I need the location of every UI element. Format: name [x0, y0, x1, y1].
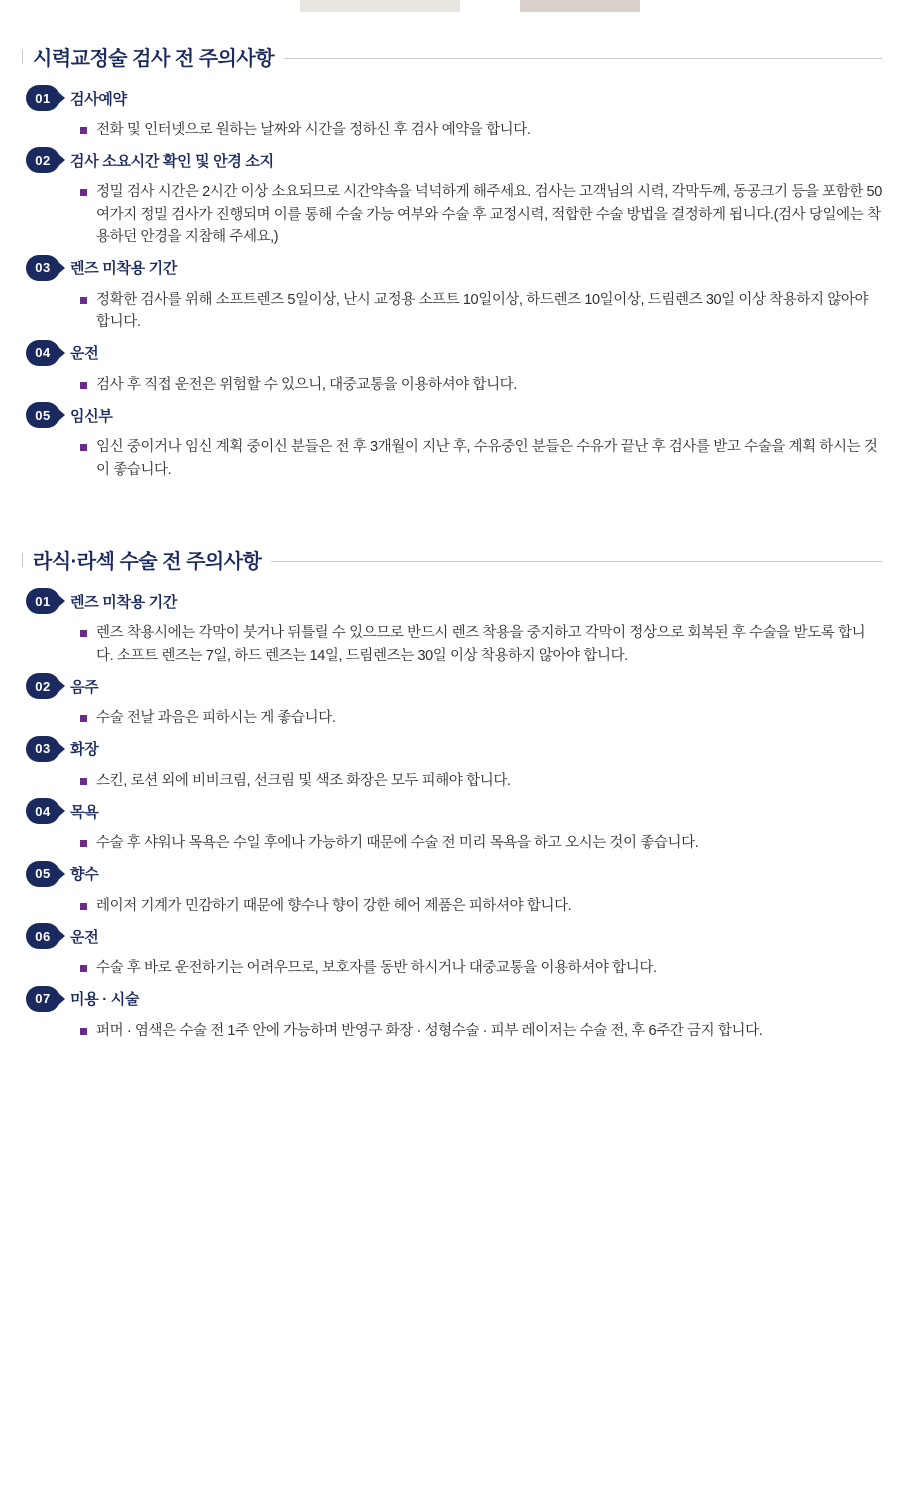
- item-number-badge: 05: [26, 861, 60, 887]
- item-bullets: [18, 436, 882, 481]
- item-number-badge: 03: [26, 255, 60, 281]
- item-list: [18, 588, 882, 1042]
- precaution-item: [18, 923, 882, 979]
- top-strip-segment-4: [520, 0, 640, 12]
- item-number-badge: 02: [26, 673, 60, 699]
- top-strip-segment-3: [460, 0, 520, 12]
- item-title: 임신부: [70, 407, 113, 425]
- precaution-item: [18, 736, 882, 792]
- decorative-top-strip: [0, 0, 900, 12]
- precaution-item: [18, 588, 882, 667]
- heading-left-tick: [22, 50, 23, 64]
- item-number-badge: 03: [26, 736, 60, 762]
- precaution-item: [18, 85, 882, 141]
- item-bullets: [18, 770, 882, 792]
- item-title: 음주: [70, 678, 99, 696]
- bullet-text: 정확한 검사를 위해 소프트렌즈 5일이상, 난시 교정용 소프트 10일이상, 하드렌즈 10일이상, 드림렌즈 30일 이상 착용하지 않아야 합니다.: [80, 289, 882, 334]
- bullet-text: 검사 후 직접 운전은 위험할 수 있으니, 대중교통을 이용하셔야 합니다.: [80, 374, 882, 396]
- item-title: 화장: [70, 741, 99, 759]
- heading-rule: [284, 58, 882, 59]
- item-title: 검사예약: [70, 90, 127, 108]
- item-header: [18, 986, 882, 1012]
- heading-left-tick: [22, 553, 23, 567]
- precaution-item: [18, 986, 882, 1042]
- bullet-text: 임신 중이거나 임신 계획 중이신 분들은 전 후 3개월이 지난 후, 수유중인 분들은 수유가 끝난 후 검사를 받고 수술을 계획 하시는 것이 좋습니다.: [80, 436, 882, 481]
- bullet-text: 수술 후 바로 운전하기는 어려우므로, 보호자를 동반 하시거나 대중교통을 이용하셔야 합니다.: [80, 957, 882, 979]
- item-bullets: [18, 707, 882, 729]
- section-title: 시력교정술 검사 전 주의사항: [33, 48, 275, 70]
- top-strip-segment-2: [300, 0, 460, 12]
- item-header: [18, 255, 882, 281]
- precaution-item: [18, 798, 882, 854]
- top-strip-segment-5: [640, 0, 900, 12]
- item-bullets: [18, 181, 882, 248]
- item-title: 미용 · 시술: [70, 991, 140, 1008]
- item-header: [18, 340, 882, 366]
- item-header: [18, 923, 882, 949]
- item-header: [18, 736, 882, 762]
- bullet-text: 정밀 검사 시간은 2시간 이상 소요되므로 시간약속을 넉넉하게 해주세요. 검사는 고객님의 시력, 각막두께, 동공크기 등을 포함한 50여가지 정밀 검사가 진행되며 이를 통해 수술 가능 여부와 수술 후 교정시력, 적합한 수술 방법을 결정하게 됩니다.(검사 당일에는 착용하던 안경을 지참해 주세요,): [80, 181, 882, 248]
- top-strip-segment-1: [0, 0, 300, 12]
- item-number-badge: 01: [26, 588, 60, 614]
- item-number-badge: 01: [26, 85, 60, 111]
- precaution-item: [18, 673, 882, 729]
- item-header: [18, 588, 882, 614]
- item-title: 렌즈 미착용 기간: [70, 260, 178, 278]
- precaution-item: [18, 402, 882, 481]
- heading-rule: [271, 561, 882, 562]
- item-title: 운전: [70, 928, 99, 946]
- item-list: [18, 85, 882, 481]
- sections-container: [18, 42, 882, 1042]
- item-header: [18, 673, 882, 699]
- item-header: [18, 147, 882, 173]
- item-header: [18, 798, 882, 824]
- precaution-item: [18, 255, 882, 334]
- item-title: 검사 소요시간 확인 및 안경 소지: [70, 152, 274, 170]
- item-bullets: [18, 895, 882, 917]
- item-number-badge: 07: [26, 986, 60, 1012]
- section-heading: [18, 545, 882, 574]
- item-header: [18, 861, 882, 887]
- precaution-item: [18, 340, 882, 396]
- bullet-text: 전화 및 인터넷으로 원하는 날짜와 시간을 정하신 후 검사 예약을 합니다.: [80, 119, 882, 141]
- item-bullets: [18, 832, 882, 854]
- precaution-section: [18, 545, 882, 1042]
- section-spacer: [18, 487, 882, 515]
- item-title: 운전: [70, 345, 99, 363]
- precautions-document: [0, 42, 900, 1068]
- item-number-badge: 06: [26, 923, 60, 949]
- bullet-text: 퍼머 · 염색은 수술 전 1주 안에 가능하며 반영구 화장 · 성형수술 · 피부 레이저는 수술 전, 후 6주간 금지 합니다.: [80, 1020, 882, 1042]
- bullet-text: 스킨, 로션 외에 비비크림, 선크림 및 색조 화장은 모두 피해야 합니다.: [80, 770, 882, 792]
- section-heading: [18, 42, 882, 71]
- item-bullets: [18, 622, 882, 667]
- item-title: 목욕: [70, 803, 99, 821]
- item-number-badge: 05: [26, 402, 60, 428]
- item-title: 렌즈 미착용 기간: [70, 593, 178, 611]
- item-bullets: [18, 289, 882, 334]
- precaution-item: [18, 861, 882, 917]
- item-header: [18, 85, 882, 111]
- bullet-text: 수술 전날 과음은 피하시는 게 좋습니다.: [80, 707, 882, 729]
- bullet-text: 레이저 기계가 민감하기 때문에 향수나 향이 강한 헤어 제품은 피하셔야 합니다.: [80, 895, 882, 917]
- item-header: [18, 402, 882, 428]
- item-bullets: [18, 957, 882, 979]
- precaution-section: [18, 42, 882, 481]
- bullet-text: 수술 후 샤워나 목욕은 수일 후에나 가능하기 때문에 수술 전 미리 목욕을 하고 오시는 것이 좋습니다.: [80, 832, 882, 854]
- item-bullets: [18, 374, 882, 396]
- section-title: 라식·라섹 수술 전 주의사항: [33, 551, 262, 574]
- precaution-item: [18, 147, 882, 248]
- item-bullets: [18, 1020, 882, 1042]
- item-number-badge: 04: [26, 340, 60, 366]
- item-number-badge: 02: [26, 147, 60, 173]
- item-number-badge: 04: [26, 798, 60, 824]
- bullet-text: 렌즈 착용시에는 각막이 붓거나 뒤틀릴 수 있으므로 반드시 렌즈 착용을 중지하고 각막이 정상으로 회복된 후 수술을 받도록 합니다. 소프트 렌즈는 7일, 하드 렌즈는 14일, 드림렌즈는 30일 이상 착용하지 않아야 합니다.: [80, 622, 882, 667]
- item-title: 향수: [70, 866, 99, 884]
- item-bullets: [18, 119, 882, 141]
